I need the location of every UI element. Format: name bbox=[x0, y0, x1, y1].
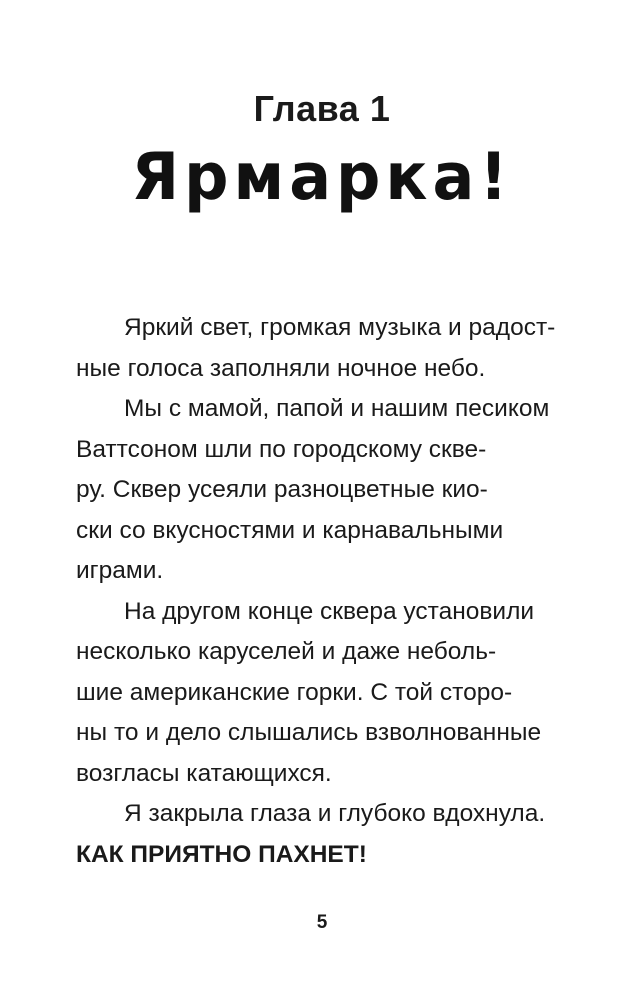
body-line: Мы с мамой, папой и нашим песиком bbox=[124, 395, 550, 422]
chapter-title: Ярмарка! bbox=[131, 138, 513, 215]
body-line: ски со вкусностями и карнавальными bbox=[76, 516, 504, 544]
body-line: шие американские горки. С той сторо- bbox=[76, 678, 513, 706]
body-line: Яркий свет, громкая музыка и радост- bbox=[124, 314, 556, 341]
body-line: несколько каруселей и даже неболь- bbox=[76, 638, 497, 665]
page-number: 5 bbox=[316, 912, 328, 933]
body-line: ные голоса заполняли ночное небо. bbox=[76, 354, 486, 382]
body-line: играми. bbox=[76, 557, 164, 584]
chapter-number: Глава 1 bbox=[253, 88, 391, 129]
body-line: На другом конце сквера установили bbox=[124, 597, 535, 625]
body-line: Ваттсоном шли по городскому скве- bbox=[76, 435, 487, 463]
body-line-exclamation: КАК ПРИЯТНО ПАХНЕТ! bbox=[76, 840, 367, 868]
body-line: Я закрыла глаза и глубоко вдохнула. bbox=[124, 800, 546, 827]
body-line: ру. Сквер усеяли разноцветные кио- bbox=[76, 476, 488, 503]
chapter-body bbox=[76, 308, 576, 875]
body-line: возгласы катающихся. bbox=[76, 759, 332, 787]
body-line: ны то и дело слышались взволнованные bbox=[76, 719, 542, 746]
